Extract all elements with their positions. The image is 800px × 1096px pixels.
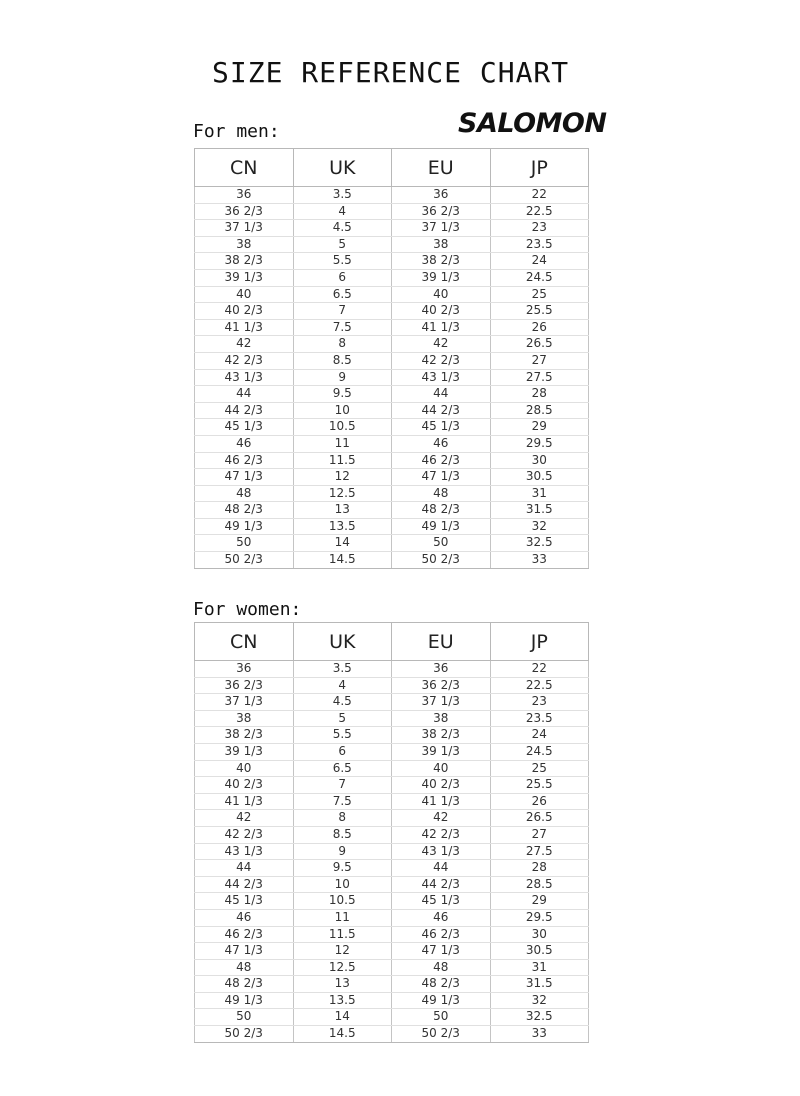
cell-eu: 44 (392, 860, 491, 877)
cell-jp: 23 (490, 220, 589, 237)
cell-uk: 12.5 (293, 959, 392, 976)
cell-uk: 6 (293, 743, 392, 760)
column-header-cn: CN (195, 623, 294, 661)
cell-jp: 33 (490, 1026, 589, 1043)
cell-uk: 9.5 (293, 386, 392, 403)
cell-eu: 43 1/3 (392, 369, 491, 386)
column-header-jp: JP (490, 149, 589, 187)
cell-jp: 24 (490, 253, 589, 270)
cell-cn: 42 2/3 (195, 352, 294, 369)
cell-cn: 49 1/3 (195, 992, 294, 1009)
table-row (195, 760, 589, 777)
women-size-table (194, 622, 589, 1043)
women-section-label: For women: (193, 599, 302, 620)
cell-uk: 5 (293, 236, 392, 253)
cell-uk: 11 (293, 909, 392, 926)
cell-uk: 6.5 (293, 286, 392, 303)
cell-cn: 37 1/3 (195, 220, 294, 237)
cell-uk: 14.5 (293, 552, 392, 569)
cell-cn: 37 1/3 (195, 694, 294, 711)
cell-cn: 45 1/3 (195, 893, 294, 910)
cell-jp: 27.5 (490, 369, 589, 386)
table-row (195, 1026, 589, 1043)
cell-eu: 41 1/3 (392, 319, 491, 336)
cell-cn: 50 2/3 (195, 552, 294, 569)
cell-eu: 48 (392, 959, 491, 976)
cell-jp: 23 (490, 694, 589, 711)
cell-eu: 36 2/3 (392, 677, 491, 694)
table-row (195, 535, 589, 552)
cell-cn: 48 2/3 (195, 502, 294, 519)
cell-cn: 46 (195, 435, 294, 452)
cell-eu: 37 1/3 (392, 694, 491, 711)
cell-jp: 24.5 (490, 269, 589, 286)
cell-eu: 39 1/3 (392, 269, 491, 286)
cell-uk: 3.5 (293, 661, 392, 678)
men-section-label: For men: (193, 121, 280, 142)
cell-eu: 36 (392, 187, 491, 204)
cell-eu: 48 2/3 (392, 976, 491, 993)
cell-cn: 49 1/3 (195, 518, 294, 535)
cell-eu: 39 1/3 (392, 743, 491, 760)
cell-uk: 5 (293, 710, 392, 727)
cell-eu: 40 2/3 (392, 777, 491, 794)
cell-uk: 11.5 (293, 452, 392, 469)
cell-cn: 50 2/3 (195, 1026, 294, 1043)
cell-uk: 9 (293, 369, 392, 386)
cell-eu: 44 2/3 (392, 402, 491, 419)
cell-uk: 13 (293, 502, 392, 519)
cell-uk: 4 (293, 203, 392, 220)
cell-jp: 25 (490, 760, 589, 777)
cell-uk: 10.5 (293, 419, 392, 436)
cell-eu: 42 2/3 (392, 826, 491, 843)
column-header-eu: EU (392, 623, 491, 661)
page-title: SIZE REFERENCE CHART (212, 56, 570, 89)
cell-cn: 46 2/3 (195, 452, 294, 469)
table-row (195, 826, 589, 843)
cell-cn: 36 2/3 (195, 203, 294, 220)
cell-uk: 13 (293, 976, 392, 993)
table-row (195, 386, 589, 403)
cell-uk: 6.5 (293, 760, 392, 777)
table-row (195, 187, 589, 204)
cell-uk: 8 (293, 810, 392, 827)
cell-uk: 6 (293, 269, 392, 286)
table-row (195, 860, 589, 877)
cell-uk: 14 (293, 1009, 392, 1026)
cell-eu: 50 2/3 (392, 552, 491, 569)
cell-jp: 29.5 (490, 909, 589, 926)
table-row (195, 469, 589, 486)
cell-eu: 49 1/3 (392, 992, 491, 1009)
cell-eu: 36 2/3 (392, 203, 491, 220)
cell-cn: 41 1/3 (195, 793, 294, 810)
table-row (195, 777, 589, 794)
cell-uk: 11 (293, 435, 392, 452)
cell-jp: 30.5 (490, 943, 589, 960)
table-row (195, 677, 589, 694)
cell-cn: 38 2/3 (195, 253, 294, 270)
table-row (195, 435, 589, 452)
table-row (195, 552, 589, 569)
column-header-jp: JP (490, 623, 589, 661)
table-row (195, 1009, 589, 1026)
cell-jp: 29.5 (490, 435, 589, 452)
table-row (195, 203, 589, 220)
cell-cn: 39 1/3 (195, 743, 294, 760)
cell-jp: 33 (490, 552, 589, 569)
cell-cn: 44 (195, 386, 294, 403)
cell-cn: 42 2/3 (195, 826, 294, 843)
cell-cn: 36 (195, 661, 294, 678)
cell-eu: 45 1/3 (392, 893, 491, 910)
cell-cn: 40 2/3 (195, 777, 294, 794)
cell-cn: 44 (195, 860, 294, 877)
cell-jp: 27.5 (490, 843, 589, 860)
cell-uk: 12 (293, 943, 392, 960)
cell-eu: 49 1/3 (392, 518, 491, 535)
table-row (195, 419, 589, 436)
cell-jp: 25 (490, 286, 589, 303)
table-row (195, 336, 589, 353)
cell-jp: 24 (490, 727, 589, 744)
cell-eu: 50 2/3 (392, 1026, 491, 1043)
cell-jp: 27 (490, 352, 589, 369)
table-row (195, 269, 589, 286)
cell-uk: 3.5 (293, 187, 392, 204)
cell-jp: 28.5 (490, 876, 589, 893)
table-row (195, 303, 589, 320)
cell-eu: 42 (392, 336, 491, 353)
cell-uk: 7 (293, 303, 392, 320)
cell-cn: 47 1/3 (195, 469, 294, 486)
cell-cn: 46 (195, 909, 294, 926)
cell-eu: 37 1/3 (392, 220, 491, 237)
cell-jp: 27 (490, 826, 589, 843)
cell-uk: 4.5 (293, 220, 392, 237)
table-row (195, 452, 589, 469)
table-row (195, 992, 589, 1009)
cell-eu: 46 (392, 909, 491, 926)
cell-eu: 42 (392, 810, 491, 827)
cell-jp: 30 (490, 452, 589, 469)
cell-eu: 40 (392, 760, 491, 777)
cell-eu: 38 2/3 (392, 727, 491, 744)
table-row (195, 502, 589, 519)
cell-cn: 38 (195, 710, 294, 727)
cell-eu: 46 2/3 (392, 926, 491, 943)
cell-eu: 36 (392, 661, 491, 678)
cell-cn: 40 (195, 286, 294, 303)
cell-eu: 45 1/3 (392, 419, 491, 436)
cell-uk: 7.5 (293, 793, 392, 810)
cell-cn: 38 2/3 (195, 727, 294, 744)
cell-uk: 14.5 (293, 1026, 392, 1043)
cell-cn: 40 (195, 760, 294, 777)
cell-eu: 46 2/3 (392, 452, 491, 469)
cell-jp: 22.5 (490, 203, 589, 220)
cell-eu: 48 (392, 485, 491, 502)
cell-uk: 4 (293, 677, 392, 694)
cell-jp: 28.5 (490, 402, 589, 419)
cell-jp: 31 (490, 485, 589, 502)
cell-uk: 14 (293, 535, 392, 552)
cell-jp: 29 (490, 893, 589, 910)
cell-uk: 7 (293, 777, 392, 794)
table-row (195, 352, 589, 369)
table-row (195, 518, 589, 535)
cell-eu: 47 1/3 (392, 469, 491, 486)
cell-eu: 50 (392, 1009, 491, 1026)
cell-eu: 44 (392, 386, 491, 403)
cell-cn: 44 2/3 (195, 402, 294, 419)
cell-jp: 22.5 (490, 677, 589, 694)
cell-cn: 40 2/3 (195, 303, 294, 320)
cell-jp: 32 (490, 992, 589, 1009)
cell-jp: 31.5 (490, 502, 589, 519)
cell-uk: 12 (293, 469, 392, 486)
table-row (195, 843, 589, 860)
cell-jp: 22 (490, 187, 589, 204)
cell-cn: 50 (195, 535, 294, 552)
cell-jp: 31.5 (490, 976, 589, 993)
cell-jp: 32.5 (490, 535, 589, 552)
cell-eu: 44 2/3 (392, 876, 491, 893)
cell-cn: 43 1/3 (195, 843, 294, 860)
cell-jp: 25.5 (490, 303, 589, 320)
cell-uk: 4.5 (293, 694, 392, 711)
cell-eu: 41 1/3 (392, 793, 491, 810)
cell-cn: 39 1/3 (195, 269, 294, 286)
cell-uk: 8 (293, 336, 392, 353)
table-row (195, 710, 589, 727)
cell-uk: 8.5 (293, 352, 392, 369)
cell-cn: 46 2/3 (195, 926, 294, 943)
cell-jp: 24.5 (490, 743, 589, 760)
cell-cn: 42 (195, 336, 294, 353)
cell-cn: 48 (195, 485, 294, 502)
table-row (195, 286, 589, 303)
table-row (195, 893, 589, 910)
cell-uk: 9 (293, 843, 392, 860)
cell-eu: 48 2/3 (392, 502, 491, 519)
table-row (195, 220, 589, 237)
cell-uk: 5.5 (293, 727, 392, 744)
cell-eu: 50 (392, 535, 491, 552)
cell-uk: 7.5 (293, 319, 392, 336)
cell-eu: 40 2/3 (392, 303, 491, 320)
cell-jp: 32 (490, 518, 589, 535)
cell-jp: 26.5 (490, 810, 589, 827)
column-header-eu: EU (392, 149, 491, 187)
table-row (195, 369, 589, 386)
table-row (195, 909, 589, 926)
table-row (195, 959, 589, 976)
cell-cn: 36 (195, 187, 294, 204)
table-header-row (195, 149, 589, 187)
table-row (195, 727, 589, 744)
table-row (195, 485, 589, 502)
cell-cn: 45 1/3 (195, 419, 294, 436)
men-size-table (194, 148, 589, 569)
cell-uk: 5.5 (293, 253, 392, 270)
cell-jp: 30.5 (490, 469, 589, 486)
cell-cn: 43 1/3 (195, 369, 294, 386)
table-row (195, 743, 589, 760)
cell-jp: 26 (490, 793, 589, 810)
cell-uk: 10 (293, 876, 392, 893)
cell-jp: 30 (490, 926, 589, 943)
cell-cn: 50 (195, 1009, 294, 1026)
cell-jp: 23.5 (490, 236, 589, 253)
cell-cn: 38 (195, 236, 294, 253)
cell-eu: 42 2/3 (392, 352, 491, 369)
cell-jp: 23.5 (490, 710, 589, 727)
column-header-uk: UK (293, 149, 392, 187)
cell-jp: 32.5 (490, 1009, 589, 1026)
cell-cn: 48 2/3 (195, 976, 294, 993)
cell-eu: 47 1/3 (392, 943, 491, 960)
table-row (195, 402, 589, 419)
table-row (195, 876, 589, 893)
table-row (195, 793, 589, 810)
table-row (195, 694, 589, 711)
cell-uk: 9.5 (293, 860, 392, 877)
table-row (195, 661, 589, 678)
cell-uk: 12.5 (293, 485, 392, 502)
cell-uk: 10.5 (293, 893, 392, 910)
cell-eu: 40 (392, 286, 491, 303)
cell-eu: 46 (392, 435, 491, 452)
cell-cn: 47 1/3 (195, 943, 294, 960)
cell-uk: 10 (293, 402, 392, 419)
cell-cn: 36 2/3 (195, 677, 294, 694)
cell-eu: 38 (392, 710, 491, 727)
table-row (195, 253, 589, 270)
table-row (195, 236, 589, 253)
cell-jp: 29 (490, 419, 589, 436)
table-header-row (195, 623, 589, 661)
brand-logo: SALOMON (458, 108, 607, 139)
cell-uk: 8.5 (293, 826, 392, 843)
column-header-cn: CN (195, 149, 294, 187)
table-row (195, 943, 589, 960)
cell-jp: 22 (490, 661, 589, 678)
cell-cn: 44 2/3 (195, 876, 294, 893)
women-table-body (195, 661, 589, 1043)
cell-uk: 13.5 (293, 518, 392, 535)
cell-uk: 13.5 (293, 992, 392, 1009)
cell-cn: 41 1/3 (195, 319, 294, 336)
cell-cn: 48 (195, 959, 294, 976)
table-row (195, 810, 589, 827)
cell-eu: 43 1/3 (392, 843, 491, 860)
cell-jp: 25.5 (490, 777, 589, 794)
cell-jp: 26.5 (490, 336, 589, 353)
cell-uk: 11.5 (293, 926, 392, 943)
cell-jp: 28 (490, 386, 589, 403)
men-table-body (195, 187, 589, 569)
table-row (195, 926, 589, 943)
cell-jp: 28 (490, 860, 589, 877)
table-row (195, 319, 589, 336)
table-row (195, 976, 589, 993)
cell-cn: 42 (195, 810, 294, 827)
cell-jp: 26 (490, 319, 589, 336)
cell-eu: 38 (392, 236, 491, 253)
column-header-uk: UK (293, 623, 392, 661)
cell-eu: 38 2/3 (392, 253, 491, 270)
cell-jp: 31 (490, 959, 589, 976)
